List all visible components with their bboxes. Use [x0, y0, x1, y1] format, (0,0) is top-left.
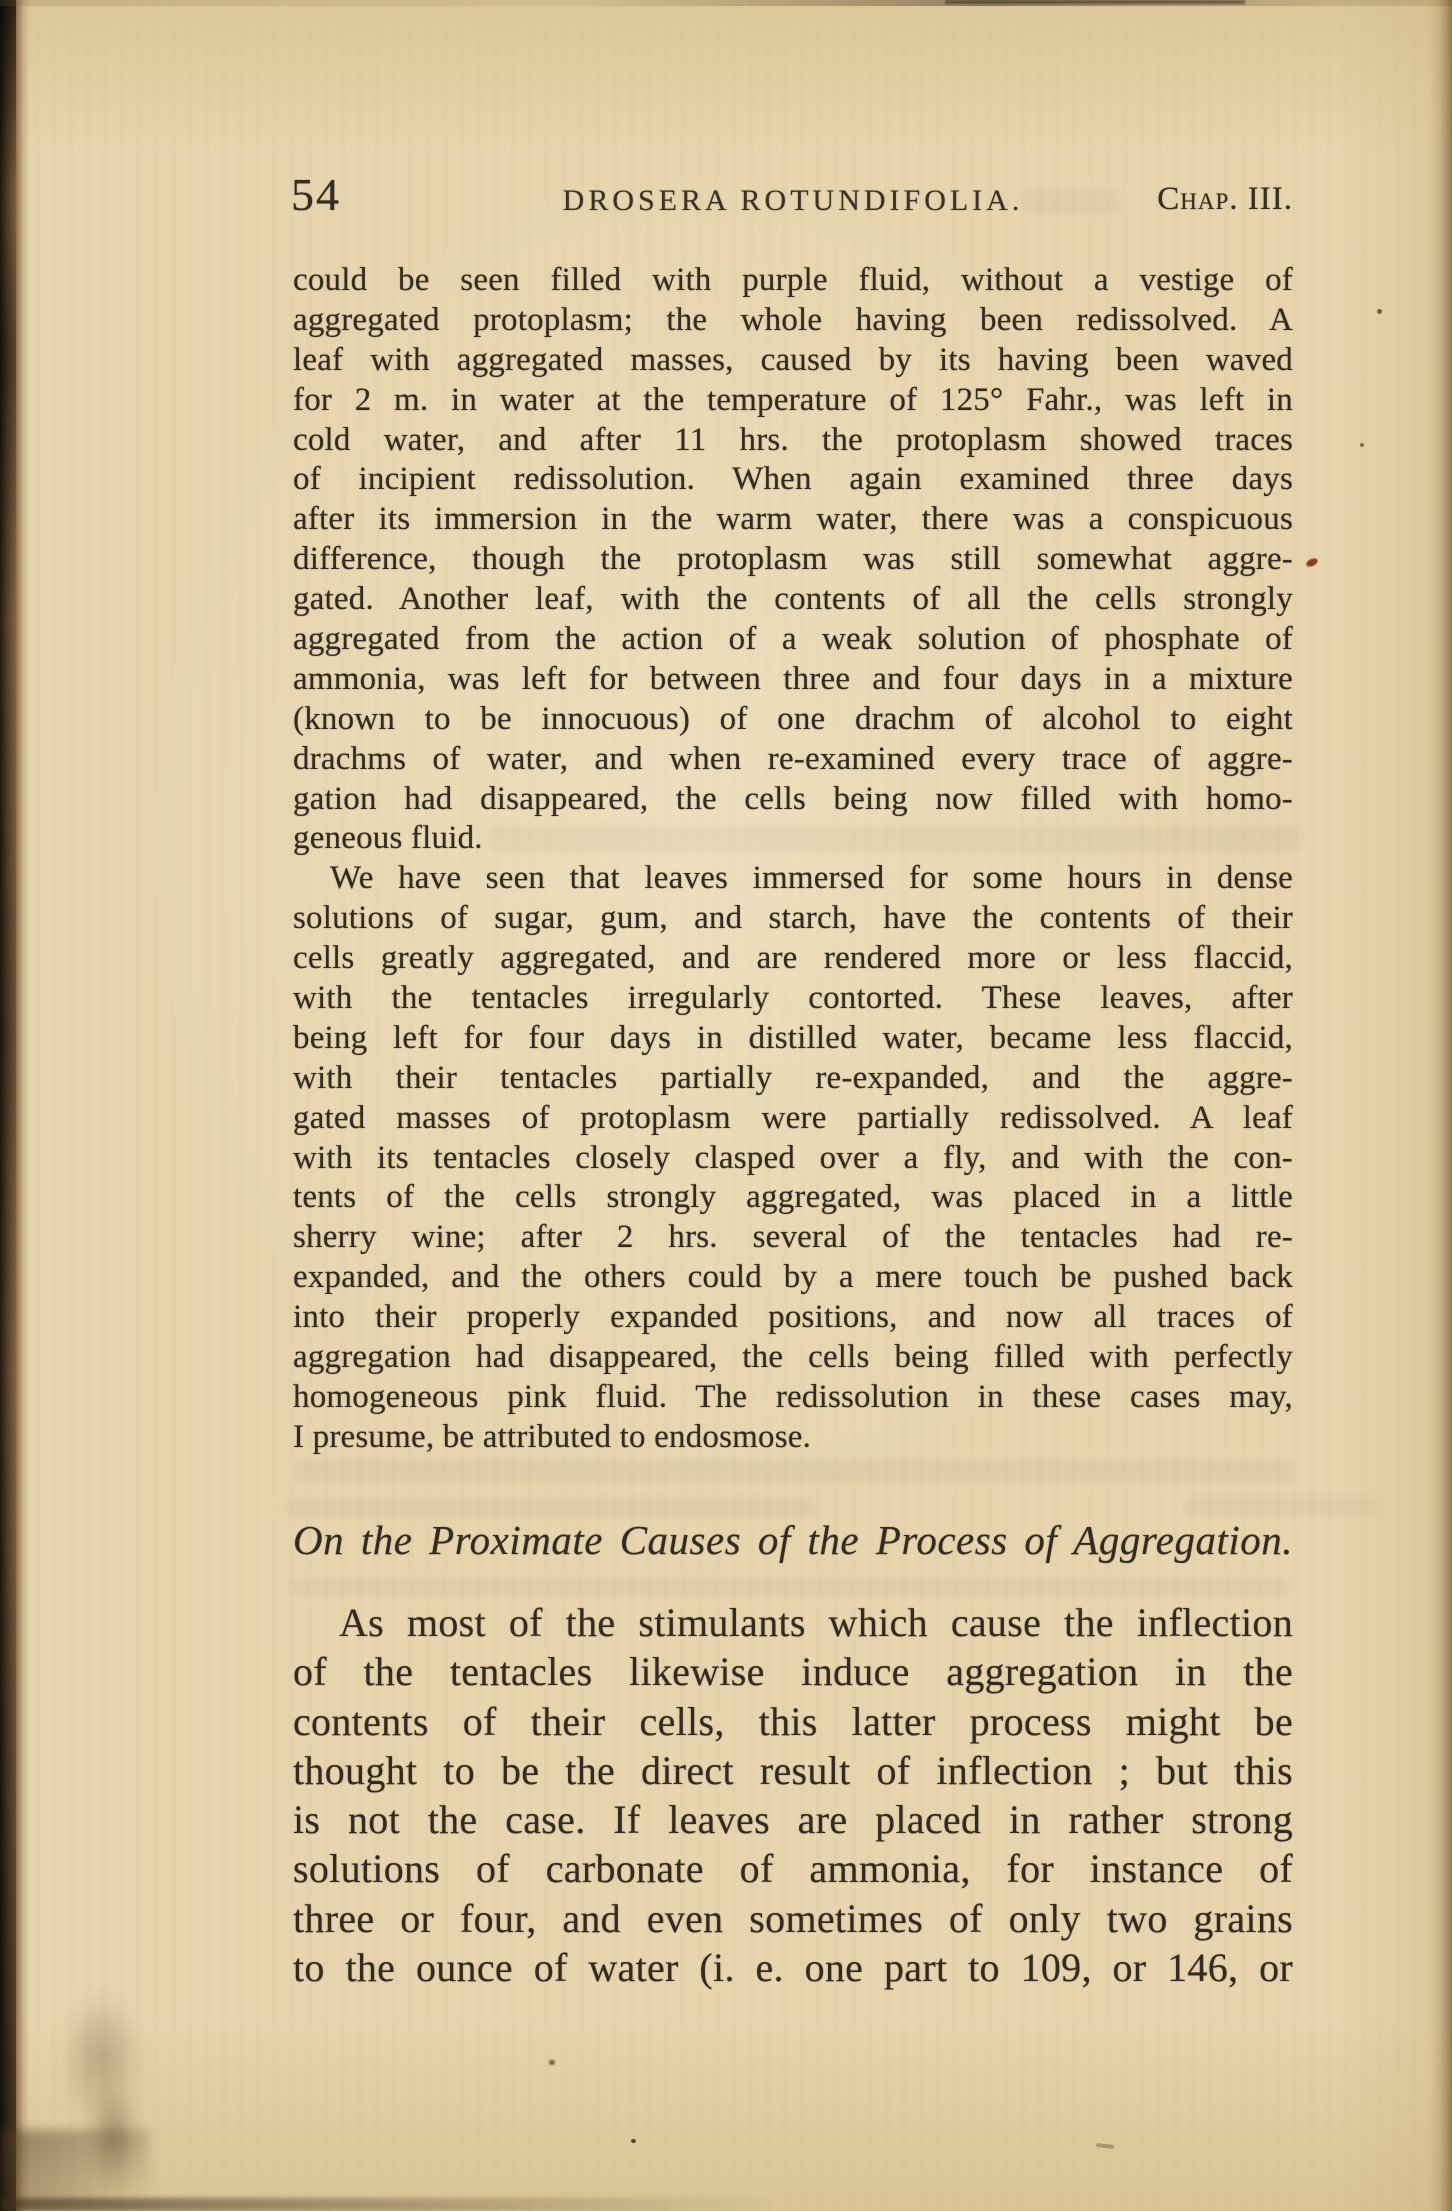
text-line: solutions of carbonate of ammonia, for instance of: [293, 1846, 1293, 1892]
text-line: with its tentacles closely clasped over a fly, and with the con-: [293, 1139, 1293, 1176]
paragraph: [293, 859, 1293, 1457]
text-line: with the tentacles irregularly contorted. These leaves, after: [293, 980, 1293, 1017]
text-line: We have seen that leaves immersed for some hours in dense: [330, 860, 1293, 897]
show-through-mark: [290, 1578, 1290, 1596]
paragraph: [293, 261, 1293, 859]
text-line: I presume, be attributed to endosmose.: [293, 1418, 812, 1455]
text-line: gated. Another leaf, with the contents of all the cells strongly: [293, 581, 1293, 618]
book-spine-shadow: [0, 0, 16, 2211]
text-line: could be seen filled with purple fluid, without a vestige of: [293, 262, 1293, 298]
text-line: difference, though the protoplasm was still somewhat aggre-: [293, 541, 1293, 578]
show-through-mark: [295, 1460, 1295, 1482]
show-through-mark: [1185, 1496, 1375, 1516]
text-line: aggregated from the action of a weak solution of phosphate of: [293, 621, 1293, 658]
text-line: gated masses of protoplasm were partially redissolved. A leaf: [293, 1099, 1293, 1136]
text-line: being left for four days in distilled water, became less flaccid,: [293, 1019, 1293, 1056]
show-through-mark: [285, 1498, 815, 1518]
text-line: As most of the stimulants which cause the inflection: [339, 1600, 1293, 1645]
section-heading: On the Proximate Causes of the Process of Aggregation.: [293, 1517, 1293, 1563]
text-line: after its immersion in the warm water, there was a conspicuous: [293, 501, 1293, 538]
text-line: tents of the cells strongly aggregated, was placed in a little: [293, 1179, 1293, 1216]
page-right-edge: [1430, 0, 1452, 2211]
paragraph: [293, 1598, 1293, 1992]
running-title: DROSERA ROTUNDIFOLIA.: [562, 184, 1024, 217]
text-line: for 2 m. in water at the temperature of 125° Fahr., was left in: [293, 381, 1293, 418]
text-line: of incipient redissolution. When again examined three days: [293, 461, 1293, 498]
text-line: is not the case. If leaves are placed in rather strong: [293, 1797, 1293, 1843]
text-line: three or four, and even sometimes of only two grains: [293, 1895, 1293, 1941]
text-line: gation had disappeared, the cells being now filled with homo-: [293, 780, 1293, 817]
text-line: expanded, and the others could by a mere touch be pushed back: [293, 1259, 1293, 1296]
chapter-label: Chap. III.: [1157, 181, 1293, 217]
paper-speck: [1377, 309, 1382, 314]
body-text-block: [293, 261, 1293, 1458]
text-line: geneous fluid.: [293, 820, 483, 857]
paper-speck: [1360, 443, 1364, 447]
text-line: cells greatly aggregated, and are rendered more or less flaccid,: [293, 940, 1293, 977]
paper-speck: [549, 2060, 555, 2065]
text-line: into their properly expanded positions, and now all traces of: [293, 1299, 1293, 1336]
page-number: 54: [291, 169, 341, 220]
text-line: (known to be innocuous) of one drachm of alcohol to eight: [293, 700, 1293, 737]
text-line: leaf with aggregated masses, caused by its having been waved: [293, 341, 1293, 378]
ink-spot: [1305, 557, 1319, 568]
text-line: aggregated protoplasm; the whole having been redissolved. A: [293, 301, 1293, 338]
text-line: cold water, and after 11 hrs. the protoplasm showed traces: [293, 421, 1293, 458]
text-line: contents of their cells, this latter process might be: [293, 1698, 1293, 1744]
text-line: ammonia, was left for between three and four days in a mixture: [293, 660, 1293, 697]
smudge-mark: [0, 2130, 150, 2211]
text-line: sherry wine; after 2 hrs. several of the tentacles had re-: [293, 1219, 1293, 1256]
text-line: homogeneous pink fluid. The redissolution in these cases may,: [293, 1378, 1293, 1415]
text-line: to the ounce of water (i. e. one part to 109, or 146, or: [293, 1945, 1293, 1991]
text-line: thought to be the direct result of inflection ; but this: [293, 1747, 1293, 1793]
text-line: with their tentacles partially re-expanded, and the aggre-: [293, 1059, 1293, 1096]
paper-speck: [1096, 2143, 1114, 2149]
page-top-edge-mark: [945, 0, 1245, 4]
text-line: of the tentacles likewise induce aggregation in the: [293, 1649, 1293, 1695]
text-line: drachms of water, and when re-examined every trace of aggre-: [293, 740, 1293, 777]
text-line: solutions of sugar, gum, and starch, have the contents of their: [293, 900, 1293, 937]
text-line: aggregation had disappeared, the cells being filled with perfectly: [293, 1339, 1293, 1376]
paper-speck: [631, 2139, 636, 2143]
